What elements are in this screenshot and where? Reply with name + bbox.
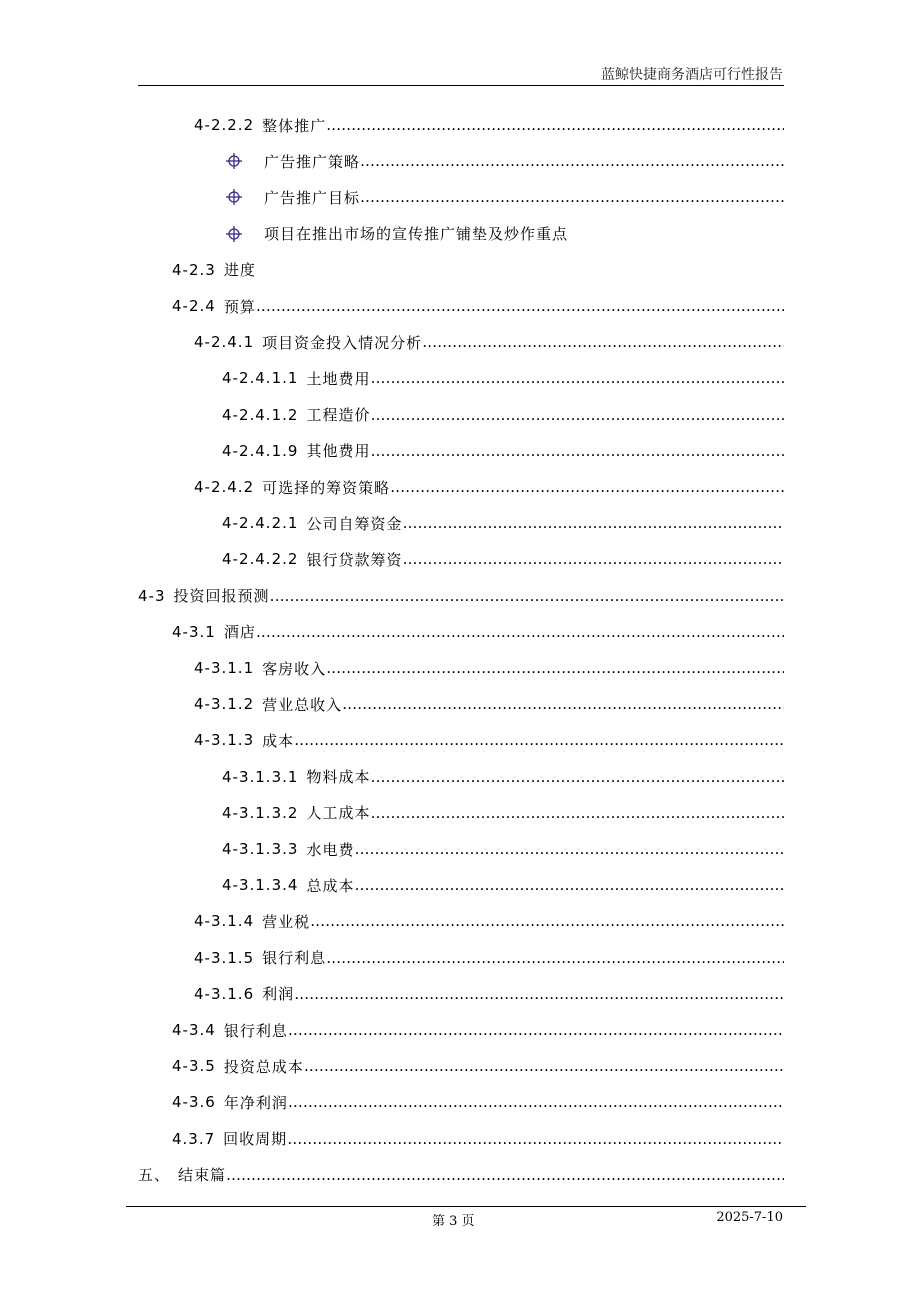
toc-entry-number: 4-2.4.1.9 — [222, 441, 299, 460]
crosshair-bullet-icon — [226, 226, 242, 242]
dot-leader — [304, 1057, 784, 1075]
dot-leader — [360, 152, 784, 170]
toc-entry-number: 4-2.4 — [172, 297, 216, 315]
toc-entry-title: 成本 — [262, 731, 295, 750]
toc-entry-number: 4-2.4.2.1 — [222, 514, 299, 533]
toc-entry[interactable] — [172, 257, 784, 283]
crosshair-bullet-icon — [226, 153, 242, 169]
dot-leader — [360, 188, 784, 206]
toc-entry[interactable] — [172, 1089, 784, 1115]
toc-entry-number: 4-3.1.3 — [194, 731, 255, 750]
toc-entry-number: 4.3.7 — [172, 1129, 216, 1148]
toc-entry[interactable] — [172, 293, 784, 319]
toc-entry-title: 酒店 — [223, 623, 256, 642]
toc-entry-title: 人工成本 — [306, 804, 371, 823]
toc-entry-number: 4-3.1.2 — [194, 695, 255, 714]
toc-entry-title: 整体推广 — [262, 116, 327, 135]
toc-entry[interactable] — [222, 365, 784, 391]
toc-entry[interactable] — [222, 510, 784, 536]
dot-leader — [288, 1093, 784, 1111]
dot-leader — [370, 442, 784, 460]
toc-entry-number: 4-3.6 — [172, 1093, 216, 1112]
toc-entry[interactable] — [194, 908, 784, 934]
dot-leader — [390, 478, 784, 496]
toc-entry-title: 可选择的筹资策略 — [262, 478, 391, 497]
toc-entry-title: 预算 — [223, 297, 256, 316]
toc-entry-title: 投资总成本 — [223, 1057, 304, 1076]
toc-entry-number: 4-2.3 — [172, 260, 216, 279]
toc-entry[interactable] — [222, 438, 784, 464]
dot-leader — [370, 406, 784, 424]
dot-leader — [402, 514, 784, 532]
toc-entry-title: 公司自筹资金 — [306, 514, 403, 533]
toc-entry[interactable] — [172, 619, 784, 645]
dot-leader — [370, 804, 784, 822]
toc-entry[interactable] — [194, 112, 784, 138]
dot-leader — [370, 768, 784, 786]
toc-entry-title: 工程造价 — [306, 406, 371, 425]
toc-entry-title: 项目资金投入情况分析 — [262, 333, 423, 352]
toc-entry-title: 其他费用 — [306, 442, 371, 461]
dot-leader — [288, 1021, 784, 1039]
dot-leader — [256, 623, 784, 641]
toc-entry-title: 利润 — [262, 985, 295, 1004]
header-title: 蓝鲸快捷商务酒店可行性报告 — [601, 67, 783, 83]
toc-entry[interactable] — [138, 1162, 784, 1188]
toc-entry-number: 4-2.4.1.2 — [222, 405, 299, 424]
dot-leader — [256, 297, 784, 315]
toc-entry-number: 4-3.1.5 — [194, 948, 255, 967]
dot-leader — [402, 550, 784, 568]
toc-entry[interactable] — [222, 836, 784, 862]
toc-entry[interactable] — [226, 184, 784, 210]
toc-entry[interactable] — [194, 727, 784, 753]
toc-entry-number: 4-3.1.3.1 — [222, 767, 299, 786]
toc-entry-number: 4-2.4.2 — [194, 478, 255, 496]
toc-entry-number: 4-2.2.2 — [194, 116, 255, 134]
dot-leader — [226, 1166, 784, 1184]
toc-entry[interactable] — [222, 872, 784, 898]
dot-leader — [270, 587, 784, 605]
dot-leader — [294, 731, 784, 749]
toc-entry[interactable] — [172, 1017, 784, 1043]
toc-entry[interactable] — [172, 1053, 784, 1079]
dot-leader — [342, 695, 784, 713]
toc-entry-title: 银行贷款筹资 — [306, 550, 403, 569]
header-divider — [138, 85, 784, 86]
toc-entry[interactable] — [194, 945, 784, 971]
dot-leader — [326, 949, 784, 967]
toc-entry-number: 4-3.1.1 — [194, 659, 255, 677]
toc-entry-title: 银行利息 — [223, 1021, 288, 1040]
toc-entry[interactable] — [138, 583, 784, 609]
toc-entry-title: 回收周期 — [223, 1130, 288, 1149]
toc-entry[interactable] — [194, 329, 784, 355]
toc-entry[interactable] — [226, 221, 784, 247]
toc-entry-title: 广告推广策略 — [264, 152, 361, 171]
toc-entry[interactable] — [194, 691, 784, 717]
toc-entry-number: 4-2.4.2.2 — [222, 550, 299, 569]
toc-entry-number: 4-3.1.4 — [194, 912, 255, 931]
toc-entry-title: 银行利息 — [262, 949, 327, 968]
dot-leader — [287, 1130, 784, 1148]
toc-entry-title: 投资回报预测 — [173, 587, 270, 606]
toc-entry-title: 水电费 — [306, 840, 355, 859]
toc-entry-title: 土地费用 — [306, 369, 371, 388]
toc-entry-title: 物料成本 — [306, 768, 371, 787]
footer-date: 2025-7-10 — [716, 1210, 783, 1225]
toc-entry[interactable] — [222, 764, 784, 790]
toc-entry-title: 营业总收入 — [262, 695, 343, 714]
toc-entry-number: 4-3.1 — [172, 622, 216, 641]
toc-entry[interactable] — [222, 546, 784, 572]
toc-entry-title: 年净利润 — [223, 1093, 288, 1112]
toc-entry-number: 五、 — [138, 1166, 171, 1185]
toc-entry-title: 广告推广目标 — [264, 188, 361, 207]
toc-entry[interactable] — [172, 1126, 784, 1152]
toc-entry-number: 4-3.1.3.2 — [222, 803, 299, 822]
dot-leader — [354, 876, 784, 894]
toc-entry-number: 4-3.1.3.4 — [222, 876, 299, 895]
toc-entry-number: 4-3.1.6 — [194, 984, 255, 1003]
dot-leader — [294, 985, 784, 1003]
toc-entry-title: 项目在推出市场的宣传推广铺垫及炒作重点 — [264, 225, 569, 244]
dot-leader — [326, 116, 784, 134]
toc-entry[interactable] — [222, 800, 784, 826]
dot-leader — [326, 659, 784, 677]
dot-leader — [310, 912, 784, 930]
footer-divider — [126, 1206, 806, 1207]
toc-entry[interactable] — [194, 981, 784, 1007]
toc-entry-number: 4-3.4 — [172, 1021, 216, 1039]
toc-entry-title: 营业税 — [262, 912, 311, 931]
toc-entry-number: 4-3.1.3.3 — [222, 840, 299, 858]
toc-entry-number: 4-2.4.1 — [194, 333, 255, 352]
footer-page-number: 第 3 页 — [432, 1214, 475, 1229]
toc-entry-title: 客房收入 — [262, 659, 327, 678]
toc-entry-title: 进度 — [223, 261, 256, 280]
toc-entry-title: 结束篇 — [178, 1166, 227, 1185]
crosshair-bullet-icon — [226, 189, 242, 205]
dot-leader — [354, 840, 784, 858]
toc-entry[interactable] — [194, 474, 784, 500]
toc-entry-number: 4-3 — [138, 586, 166, 605]
toc-entry[interactable] — [222, 402, 784, 428]
toc-entry[interactable] — [226, 148, 784, 174]
toc-entry-title: 总成本 — [306, 876, 355, 895]
toc-entry-number: 4-3.5 — [172, 1057, 216, 1076]
toc-entry-number: 4-2.4.1.1 — [222, 369, 299, 388]
toc-entry[interactable] — [194, 655, 784, 681]
dot-leader — [370, 369, 784, 387]
dot-leader — [422, 333, 784, 351]
